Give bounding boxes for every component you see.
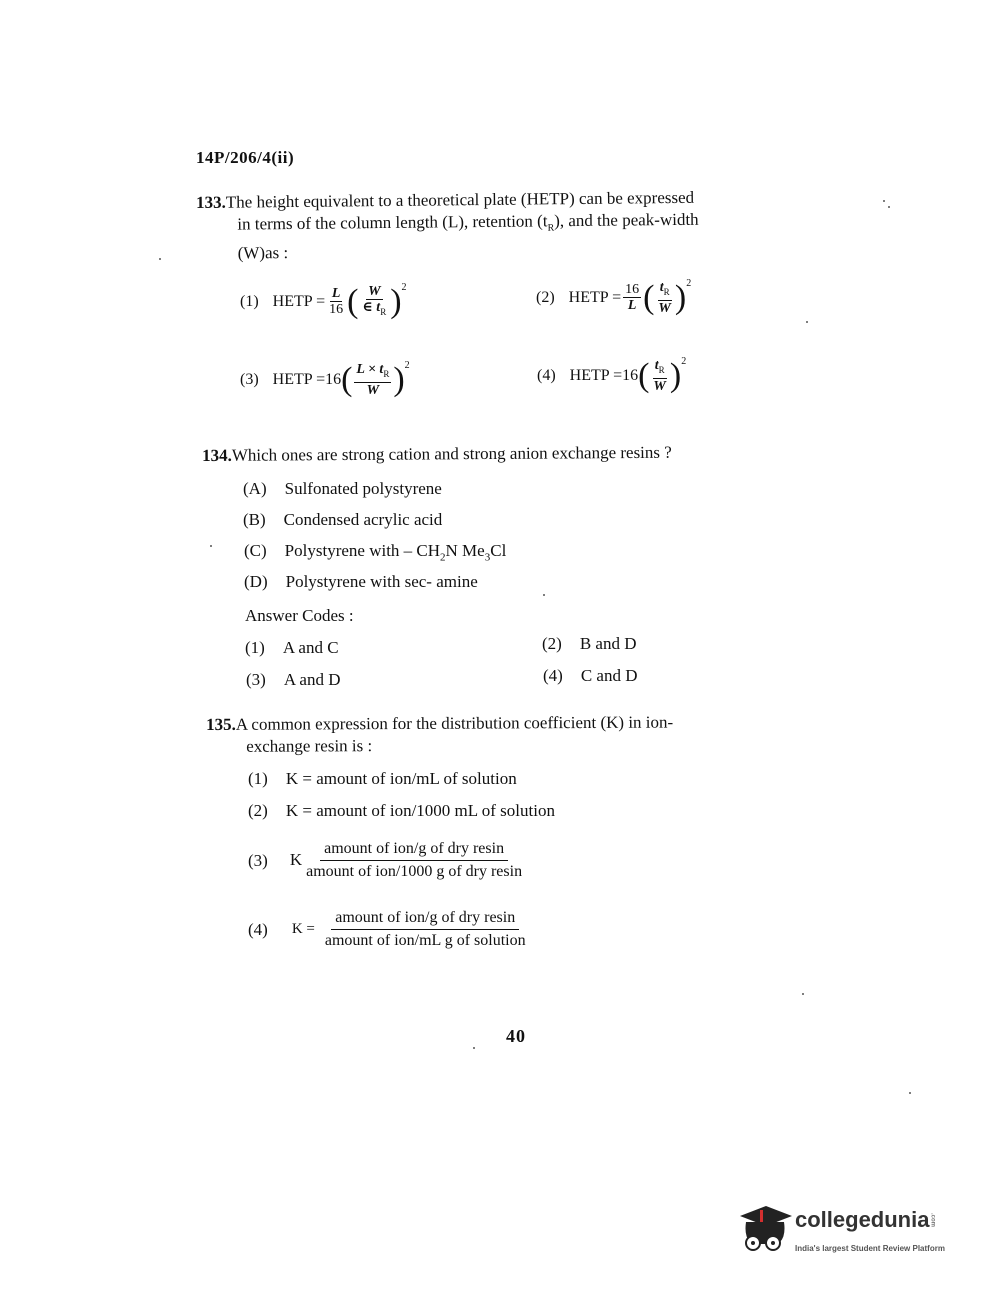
code-label: (3) [246, 670, 266, 689]
q134-item-d [244, 572, 478, 592]
fraction [360, 284, 388, 320]
answer-codes-label: Answer Codes : [245, 606, 354, 625]
option-label: (1) [240, 292, 259, 310]
q133-option-1 [240, 284, 407, 320]
fraction [354, 362, 391, 398]
q133-option-4 [537, 358, 686, 394]
numerator [354, 362, 391, 383]
brand-tagline: India's largest Student Review Platform [795, 1244, 945, 1253]
denominator: L [627, 298, 637, 314]
page-number: 40 [506, 1026, 526, 1046]
q134-item-b [243, 510, 442, 530]
q134-item-c [244, 541, 506, 563]
numerator: W [368, 284, 381, 299]
formula-lhs: HETP = [569, 366, 623, 384]
left-paren: ( [347, 282, 359, 320]
numerator: amount of ion/g of dry resin [320, 840, 508, 861]
subscript: R [380, 306, 387, 317]
den-text: ∈ t [362, 300, 381, 315]
option-label: (3) [248, 850, 268, 870]
option-label: (2) [536, 288, 555, 306]
scan-speck [806, 321, 808, 323]
left-paren: ( [643, 278, 655, 316]
fraction [302, 840, 526, 881]
right-paren: ) [393, 360, 405, 398]
question-134 [202, 442, 672, 467]
subscript: R [383, 368, 390, 379]
option-text: K = amount of ion/mL of solution [285, 769, 517, 788]
question-text: exchange resin is : [246, 736, 373, 756]
num-text: t [654, 358, 659, 373]
collegedunia-logo-icon [736, 1196, 794, 1256]
denominator: W [658, 300, 671, 316]
denominator: W [366, 382, 380, 398]
left-paren: ( [638, 356, 650, 394]
item-label: (D) [244, 572, 268, 591]
q133-option-2 [536, 280, 691, 316]
code-label: (4) [543, 666, 563, 685]
item-text: Condensed acrylic acid [283, 510, 443, 529]
q135-option-4 [248, 909, 530, 950]
option-label: (1) [248, 769, 268, 788]
code-text: A and D [283, 670, 341, 689]
denominator: 16 [329, 302, 344, 318]
denominator: amount of ion/mL g of solution [324, 932, 526, 949]
left-paren: ( [341, 360, 353, 398]
scan-speck [888, 206, 890, 208]
subscript: 3 [484, 551, 491, 564]
question-133 [196, 187, 699, 266]
right-paren: ) [669, 356, 682, 394]
question-text: ), and the peak-width [554, 209, 699, 231]
scan-speck [159, 258, 161, 260]
question-text: Which ones are strong cation and strong anion exchange resins ? [231, 442, 672, 465]
item-text: Sulfonated polystyrene [284, 479, 442, 498]
denominator: W [653, 378, 666, 394]
option-label: (4) [537, 366, 556, 384]
formula-lhs: HETP = [272, 292, 326, 310]
q134-code-4 [543, 666, 638, 686]
question-text: A common expression for the distribution coefficient (K) in ion- [235, 712, 674, 734]
q135-option-3 [248, 840, 526, 881]
scan-speck [909, 1092, 911, 1094]
numerator [653, 358, 667, 379]
option-text: K = amount of ion/1000 mL of solution [285, 801, 555, 820]
numerator [658, 280, 672, 301]
scan-speck [802, 993, 804, 995]
q135-option-2 [248, 801, 555, 821]
num-text: t [659, 280, 664, 295]
exponent: 2 [686, 278, 692, 290]
brand-name [795, 1207, 935, 1233]
q134-item-a [243, 479, 442, 499]
formula-lhs: HETP = [568, 288, 622, 306]
brand-name-text: collegedunia [795, 1207, 930, 1232]
denominator [360, 300, 388, 320]
numerator: L [331, 286, 341, 302]
item-text: N Me [445, 541, 485, 560]
formula-lhs: K = [291, 921, 315, 937]
numerator: 16 [625, 282, 640, 298]
fraction [327, 286, 345, 317]
option-label: (4) [248, 919, 268, 939]
code-label: (1) [245, 638, 265, 657]
item-label: (A) [243, 479, 267, 498]
scan-speck [210, 545, 212, 547]
coefficient: 16 [622, 366, 639, 384]
subscript: R [658, 364, 665, 375]
code-text: B and D [579, 634, 637, 653]
question-135 [206, 712, 673, 758]
scan-speck [473, 1047, 475, 1049]
denominator: amount of ion/1000 g of dry resin [306, 863, 523, 880]
code-text: A and C [282, 638, 339, 657]
option-label: (3) [240, 370, 259, 388]
fraction [623, 282, 641, 313]
exponent: 2 [404, 360, 410, 372]
numerator: amount of ion/g of dry resin [331, 909, 519, 930]
formula-lhs: HETP = [272, 370, 326, 388]
subscript: R [663, 286, 670, 297]
code-text: C and D [580, 666, 638, 685]
fraction [656, 280, 672, 316]
q133-option-3 [240, 362, 410, 398]
subscript: 2 [440, 551, 446, 564]
fraction [321, 909, 530, 950]
num-text: L × t [356, 362, 384, 377]
question-number: 135. [206, 714, 236, 734]
q134-code-2 [542, 634, 637, 654]
exponent: 2 [681, 356, 687, 368]
item-text: Cl [490, 541, 507, 560]
fraction [651, 358, 667, 394]
brand-suffix: .com [929, 1212, 936, 1227]
item-text: Polystyrene with sec- amine [285, 572, 478, 591]
q135-option-1 [248, 769, 517, 789]
item-label: (B) [243, 510, 266, 529]
subscript: R [547, 222, 555, 234]
formula-lhs: K [289, 850, 303, 869]
question-text: (W)as : [237, 243, 289, 263]
q134-code-3 [246, 670, 341, 690]
question-number: 134. [202, 445, 232, 465]
question-text: in terms of the column length (L), retention (t [237, 211, 548, 234]
question-number: 133. [196, 192, 226, 212]
exponent: 2 [401, 282, 407, 294]
option-label: (2) [248, 801, 268, 820]
item-text: Polystyrene with – CH [284, 541, 441, 560]
q134-code-1 [245, 638, 339, 658]
right-paren: ) [390, 282, 402, 320]
code-label: (2) [542, 634, 562, 653]
right-paren: ) [674, 278, 687, 316]
paper-code: 14P/206/4(ii) [196, 148, 295, 167]
item-label: (C) [244, 541, 267, 560]
scan-speck [883, 200, 885, 202]
scan-speck [543, 594, 545, 596]
coefficient: 16 [325, 370, 342, 388]
question-text: The height equivalent to a theoretical plate (HETP) can be expressed [225, 187, 695, 212]
